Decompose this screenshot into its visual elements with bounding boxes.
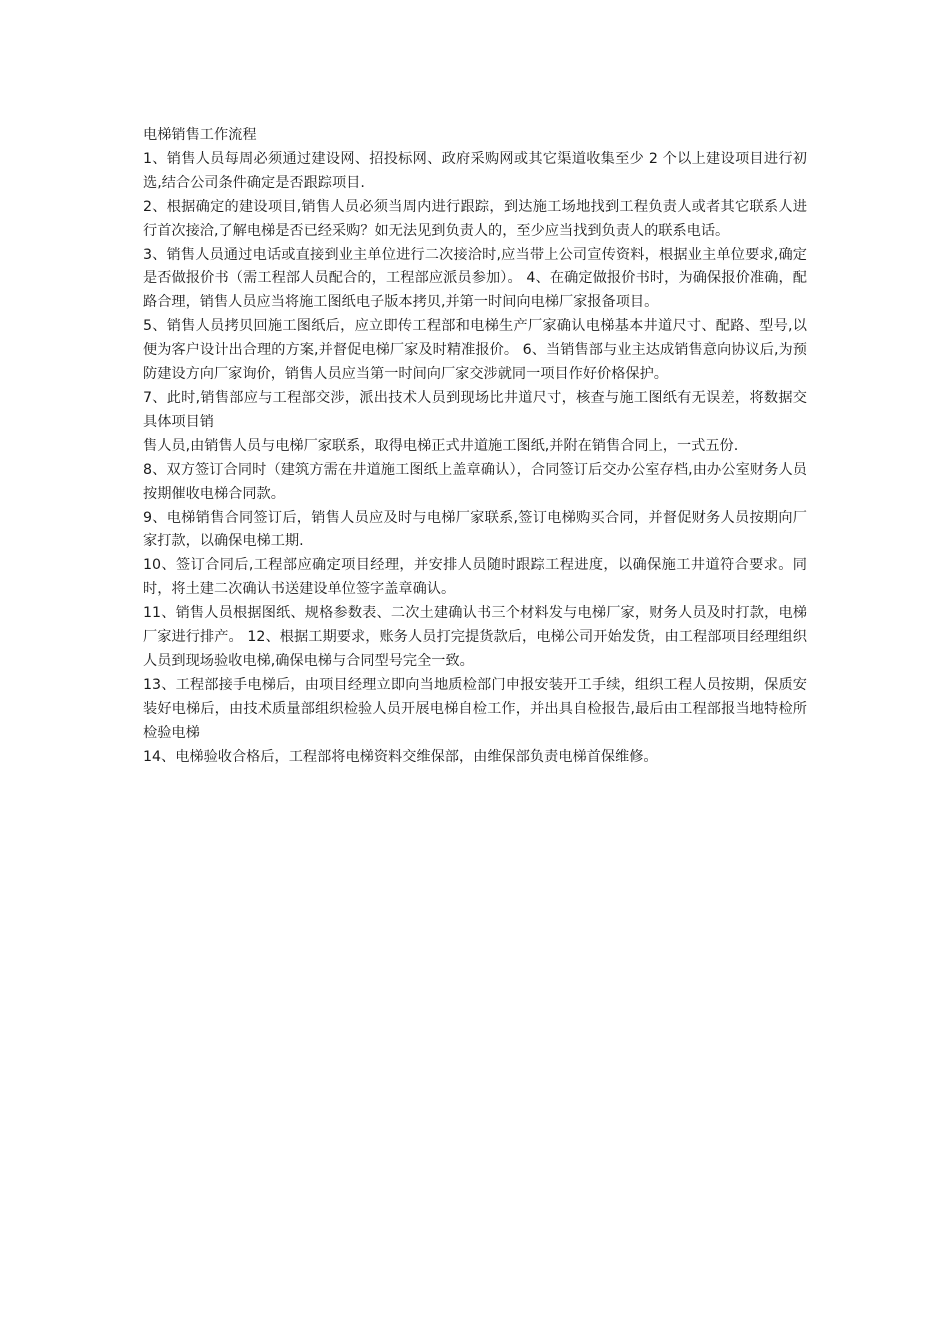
paragraph-step-13: 13、工程部接手电梯后，由项目经理立即向当地质检部门申报安装开工手续，组织工程人员按期，保质安装好电梯后，由技术质量部组织检验人员开展电梯自检工作，并出具自检报告,最后由工程部报当地特检所检验电梯: [143, 676, 807, 741]
paragraph-step-2: 2、根据确定的建设项目,销售人员必须当周内进行跟踪，到达施工场地找到工程负责人或者其它联系人进行首次接洽,了解电梯是否已经采购？如无法见到负责人的，至少应当找到负责人的联系电话。: [143, 198, 807, 239]
paragraph-step-1: 1、销售人员每周必须通过建设网、招投标网、政府采购网或其它渠道收集至少 2 个以上建设项目进行初选,结合公司条件确定是否跟踪项目.: [143, 150, 807, 191]
paragraph-step-8: 8、双方签订合同时（建筑方需在井道施工图纸上盖章确认），合同签订后交办公室存档,由办公室财务人员按期催收电梯合同款。: [143, 461, 807, 502]
paragraph-step-3-4: 3、销售人员通过电话或直接到业主单位进行二次接洽时,应当带上公司宣传资料，根据业主单位要求,确定是否做报价书（需工程部人员配合的，工程部应派员参加）。 4、在确定做报价书时，为确保报价准确，配路合理，销售人员应当将施工图纸电子版本拷贝,并第一时间向电梯厂家报备项目。: [143, 246, 807, 311]
paragraph-step-7: 7、此时,销售部应与工程部交涉，派出技术人员到现场比井道尺寸，核查与施工图纸有无误差，将数据交具体项目销: [143, 389, 807, 430]
paragraph-step-5-6: 5、销售人员拷贝回施工图纸后，应立即传工程部和电梯生产厂家确认电梯基本井道尺寸、配路、型号,以便为客户设计出合理的方案,并督促电梯厂家及时精准报价。 6、当销售部与业主达成销售意向协议后,为预防建设方向厂家询价，销售人员应当第一时间向厂家交涉就同一项目作好价格保护。: [143, 318, 807, 383]
paragraph-step-14: 14、电梯验收合格后，工程部将电梯资料交维保部，由维保部负责电梯首保维修。: [143, 748, 658, 765]
paragraph-step-7-continued: 售人员,由销售人员与电梯厂家联系，取得电梯正式井道施工图纸,并附在销售合同上，一式五份.: [143, 437, 739, 454]
paragraph-step-11-12: 11、销售人员根据图纸、规格参数表、二次土建确认书三个材料发与电梯厂家，财务人员及时打款，电梯厂家进行排产。 12、根据工期要求，账务人员打完提货款后，电梯公司开始发货，由工程部项目经理组织人员到现场验收电梯,确保电梯与合同型号完全一致。: [143, 605, 807, 669]
document-body: [143, 124, 807, 769]
paragraph-step-10: 10、签订合同后,工程部应确定项目经理，并安排人员随时跟踪工程进度，以确保施工井道符合要求。同时，将土建二次确认书送建设单位签字盖章确认。: [143, 557, 807, 598]
paragraph-step-9: 9、电梯销售合同签订后，销售人员应及时与电梯厂家联系,签订电梯购买合同，并督促财务人员按期向厂家打款，以确保电梯工期.: [143, 509, 807, 550]
document-title: 电梯销售工作流程: [143, 127, 257, 143]
